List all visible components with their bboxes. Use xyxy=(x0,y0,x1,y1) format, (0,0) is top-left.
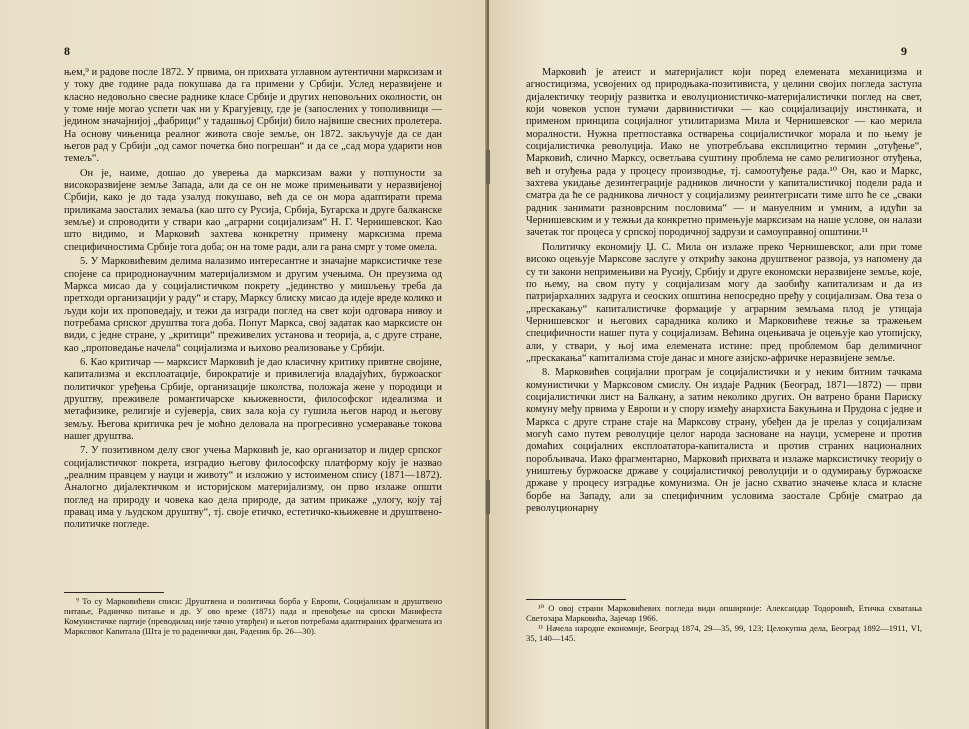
paragraph: њем,⁹ и радове после 1872. У првима, он прихвата углавном аутентични марксизам и у току две године рада покушава да га примени у Србији. Услед неразвијене и класно недовољно свесне раднике класе Србије и других неповољних околности, он у томе није могао успети чак ни у Крагујевцу, где је (запослених у тополивници — једином значајнијој „фабрици“ у тадашњој Србији) било највише свесних пролетера. На основу чињеница реалног живота своје земље, он 1872. закључује да се дан његов рад у Србији „од самог почетка био погрешан“ и да се „сад мора ударити нов темељ“. xyxy=(64,67,442,165)
footnote-rule xyxy=(526,599,626,600)
paragraph: Он је, наиме, дошао до уверења да марксизам важи у потпуности за високоразвијене земље Запада, али да се он не може примењивати у неразвијеној Србији, како је до тада узалуд покушаво, већ да се он мора адаптирати према приликама заосталих земаља (као што су Русија, Србија, Бугарска и друге балканске земље) и спроводити у ствари као „аграрни социјализам“ Н. Г. Чернишевског. Као што видимо, и Марковић захтева конкретну примену марксизма према специфичностима Србије тога доба; он на томе ради, али га рана смрт у томе омела. xyxy=(64,167,442,253)
paragraph: 8. Марковићев социјални програм је социјалистички и у неким битним тачкама комунистички у Марксовом смислу. Он издаје Радник (Београд, 1871—1872) — први социјалистички лист на Балкану, а затим неколико других. Он ватрено брани Парискy комуну међу првима у Европи и у спору између анархиста Бакуњина и Прудона с једне и Маркса с друге стране стаје на Марксову страну, убеђен да је прелаз у социјализам могућ само путем револуције целог народа засноване на науци, усмерене и против домаћих социјалних експлоататора-капиталиста и против страних националних поробљивача. Иако фрагментарно, Марковић прихвата и излаже марксистичку теорију о уништењу буржоаске државе у социјалистичкој револуцији и о одумирању буржоаске државе у процесу изградње комунизма. Он је јасно схватио значење класа и класне борбе на Западу, али за специфичним условима заостале Србије сматрао да револуционарну xyxy=(526,367,922,515)
page-number: 8 xyxy=(64,44,70,58)
page-body xyxy=(526,67,922,515)
page-number: 9 xyxy=(901,44,907,58)
paragraph: 7. У позитивном делу свог учења Марковић је, као организатор и лидер српског социјалистичког покрета, изградио његову философску платформу коју је назвао „реалним правцем у науци и животу“ и изложио у истоименом спису (1871—1872). Аналогно дијалектичком и историјском материјализму, он прво излаже општи поглед на природу и човека као дела природе, да затим прикаже „улогу, коју тај правац има у људском друштву“, тј. своје етичко, естетичко-књижевне и друштвено-политичке погледе. xyxy=(64,445,442,531)
right-page xyxy=(489,0,969,729)
footnotes xyxy=(64,592,442,636)
footnotes xyxy=(526,599,922,643)
paragraph: 5. У Марковићевим делима налазимо интересантне и значајне марксистичке тезе спојене са природнонаучним материјализмом и другим учењима. Он преузима од Маркса мисао да у социјалистичком покрету „јединство у мишљењу треба да претходи организацији у раду“ и стару, Марксу блиску мисао да идеје вреде колико и људи који их проповедају, и тежи да изгради поглед на свет који одговара нивоу и потребама српског друштва тога доба. Попут Маркса, свој задатак као марксисте он види, с једне стране, у „критици“ преживелих установа и теорија, а, с друге стране, као „проповедање начела“ социјализма и њихово реализовање у Србији. xyxy=(64,256,442,354)
footnote: ¹¹ Начела народне економије, Београд 1874, 29—35, 99, 123; Целокупна дела, Београд 1892—1911, VI, 35, 140—145. xyxy=(526,623,922,643)
staple-mark xyxy=(486,150,490,184)
paragraph: 6. Као критичар — марксист Марковић је дао класичну критику привтне својине, капитализма и експлоатације, бирократије и привилегија владајућих, буржоаског политичког уређења Србије, организације школства, положаја жене у породици и друштву, преживеле романтичарске књижевности, философског идеализма и метафизике, религије и сујеверја, свих зала која су гушила његов народ и његову земљу. Његова критичка реч је мoћно деловала на прогресивно усмеравање токова нашег друштва. xyxy=(64,356,442,442)
footnote: ¹⁰ О овој страни Марковићевих погледа види опширније: Александар Тодоровић, Етичка схватања Светозара Марковића, Зајечар 1966. xyxy=(526,603,922,623)
staple-mark xyxy=(486,480,490,514)
paragraph: Политичку економију Џ. С. Мила он излаже преко Чернишевског, али при томе високо оцењује Марксове заслуге у открићу закона друштвеног развоја, уз напомену да су ти закони непримењиви на Русију, Србију и друге економски неразвијене земље, које, по њему, на свом путу у социјализам могу да заобиђу капитализам и да из патријархалних задруга и сеоских општина непосредно пређу у социјализам. Ова теза о „прескакању“ капиталистичке формације у аграрним земљама плод је утицаја Чернишевског и његових сарадника колико и Марковићеве тежње за тражењем специфичности нашег пута у социјализам. Већина оцењивача је оцењује као утопиjску, али, у ствари, у њој има елемената истине: пред проблемом бар делимичног „прескакања“ капитализма стоје данас и многе азијско-афричке неразвијене земље. xyxy=(526,241,922,364)
footnote: ⁹ То су Марковићеви списи: Друштвена и политичка борба у Европи, Социјализам и друштвено питање, Радничко питање и др. У ово време (1871) пада и превођење на српски Манифеста Комунистичке партије (преводилац није тачно утврђен) и његов потребама адаптираних фрагмената из Марксовог Капитала (Шта је то раденички дан, Раденик бр. 26—30). xyxy=(64,596,442,636)
paragraph: Марковић је атеист и материјалист који поред елемената механицизма и агностицизма, усвојених од природњака-позитивиста, у целини својих погледа заступа дијалектичку теорију развитка и еволуционистичко-материјалистички поглед на свет, који човеков успон тумачи дарвинистички — као социјализацију инстинката, и применом принципа социјалног утилитаризма Мила и Чернишевског — као мерила моралности. Нужна претпоставка остварења социјалистичког морала и по њему је социјалистичка револуција. Иако не употребљава експлицитно термин „отуђење“, Марковић, слично Марксу, осветљава суштину проблема не само религиозног отуђења, већ и отуђења рада у процесу производње, тј. самоотуђење рада.¹⁰ Он, као и Маркс, захтева укидање дезинтеграције радников личности у капиталистичкој подели рада и сматра да ће се радникова личност у социјализму реинтегрисати тиме што ће се „сваки радник занимати разноврсним пословима“ — и мануелним и умним, а идући за Чернишевским и у тежњи да конкретно примењује марксизам на наше услове, он налази зачетак тог процеса у српској породичној задрузи и самоуправној општини.¹¹ xyxy=(526,67,922,239)
page-body xyxy=(64,67,442,532)
footnote-rule xyxy=(64,592,164,593)
